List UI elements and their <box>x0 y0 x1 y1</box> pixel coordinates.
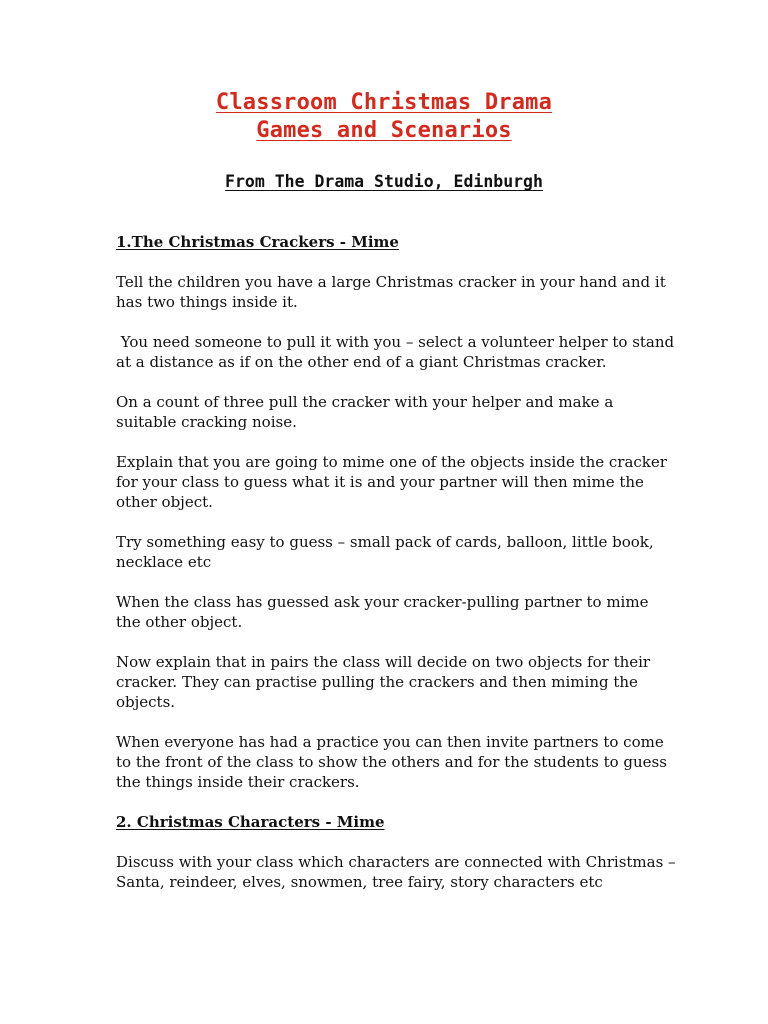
section-1-heading: 1.The Christmas Crackers - Mime <box>116 233 399 251</box>
document-body <box>116 232 679 912</box>
section-1-paragraph: On a count of three pull the cracker with your helper and make a suitable cracking noise. <box>116 393 614 431</box>
section-2-heading: 2. Christmas Characters - Mime <box>116 813 385 831</box>
section-2-paragraph: Discuss with your class which characters are connected with Christmas – Santa, reindeer, elves, snowmen, tree fairy, story characters etc <box>116 853 676 891</box>
section-1-paragraph: You need someone to pull it with you – select a volunteer helper to stand at a distance as if on the other end of a giant Christmas cracker. <box>116 333 679 371</box>
document-subtitle: From The Drama Studio, Edinburgh <box>225 172 543 191</box>
section-1-paragraph: When everyone has had a practice you can then invite partners to come to the front of the class to show the others and for the students to guess the things inside their crackers. <box>116 733 667 791</box>
section-1-paragraph: When the class has guessed ask your cracker-pulling partner to mime the other object. <box>116 593 649 631</box>
section-1-paragraph: Explain that you are going to mime one of the objects inside the cracker for your class to guess what it is and your partner will then mime the other object. <box>116 453 667 511</box>
section-1-paragraph: Try something easy to guess – small pack of cards, balloon, little book, necklace etc <box>116 533 654 571</box>
document-title-line-2: Games and Scenarios <box>256 118 512 143</box>
section-1-paragraph: Tell the children you have a large Christmas cracker in your hand and it has two things inside it. <box>116 273 666 311</box>
document-title-line-1: Classroom Christmas Drama <box>215 90 553 115</box>
section-1-paragraph: Now explain that in pairs the class will decide on two objects for their cracker. They can practise pulling the crackers and then miming the objects. <box>116 653 651 711</box>
